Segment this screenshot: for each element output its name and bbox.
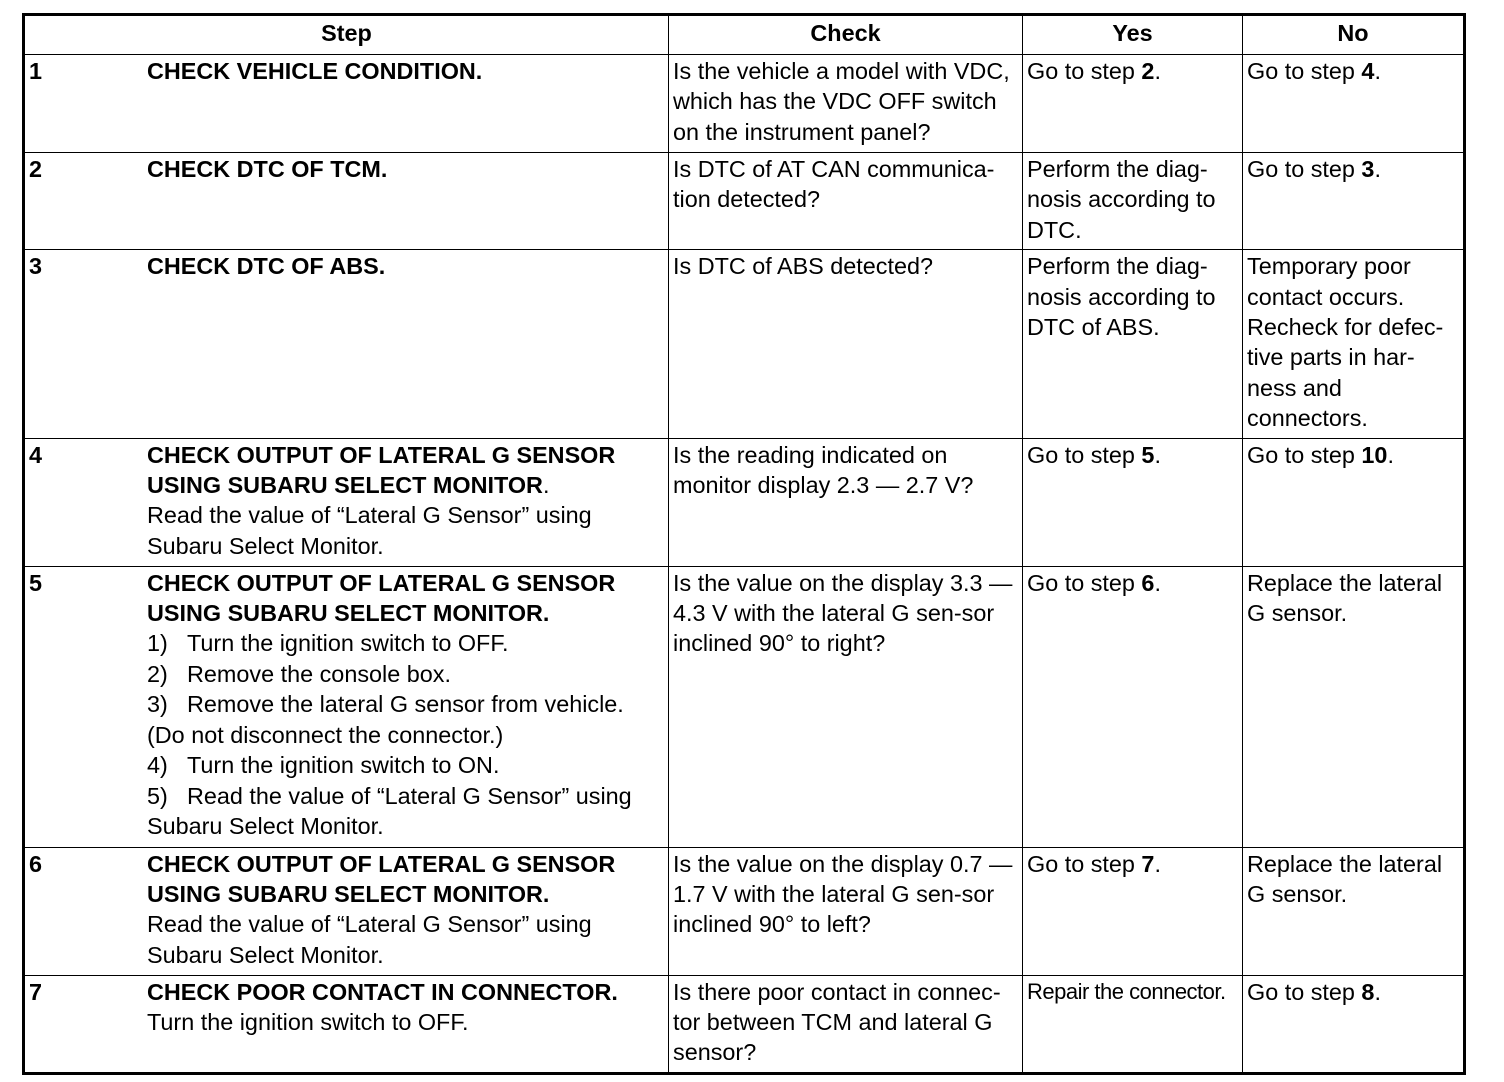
yes-step-link[interactable]: 6: [1141, 569, 1155, 596]
no-tail: .: [1374, 156, 1381, 182]
procedure-note: (Do not disconnect the connector.): [147, 721, 504, 748]
no-tail: .: [1387, 441, 1394, 468]
header-step: Step: [24, 15, 669, 55]
yes-text: Perform the diag-nosis according to DTC.: [1027, 156, 1216, 243]
no-cell: [1243, 566, 1465, 847]
step-cell: [24, 153, 669, 250]
no-text: Replace the lateral G sensor.: [1247, 850, 1443, 908]
no-cell: [1243, 975, 1465, 1073]
procedure-item-number: 1): [147, 630, 168, 657]
yes-text: Go to step: [1027, 850, 1142, 877]
procedure-item-number: 4): [147, 752, 168, 779]
procedure-item-number: 5): [147, 782, 168, 809]
procedure-item: [147, 750, 664, 780]
step-number: 3: [29, 253, 43, 280]
procedure-item-text: Remove the lateral G sensor from vehicle.: [187, 691, 624, 718]
no-cell: [1243, 153, 1465, 250]
step-title-tail: .: [542, 472, 550, 499]
no-text: Replace the lateral G sensor.: [1247, 569, 1443, 627]
step-cell: [24, 975, 669, 1073]
check-cell: Is the reading indicated on monitor display 2.3 — 2.7 V?: [669, 438, 1023, 566]
procedure-tail-line: Subaru Select Monitor.: [147, 812, 384, 839]
table-row: [24, 847, 1465, 975]
header-no: No: [1243, 15, 1465, 55]
step-number: 7: [29, 978, 43, 1005]
no-cell: [1243, 55, 1465, 153]
step-title: CHECK OUTPUT OF LATERAL G SENSOR USING SUBARU SELECT MONITOR: [147, 441, 616, 499]
no-tail: .: [1374, 978, 1381, 1005]
procedure-item-text: Remove the console box.: [187, 660, 451, 687]
step-instruction: Read the value of “Lateral G Sensor” using Subaru Select Monitor.: [147, 502, 592, 559]
yes-cell: [1023, 847, 1243, 975]
table-row: [24, 566, 1465, 847]
yes-cell: [1023, 566, 1243, 847]
table-row: [24, 250, 1465, 438]
no-text: Go to step: [1247, 978, 1362, 1005]
step-number: 6: [29, 850, 43, 877]
no-text: Go to step: [1247, 58, 1362, 84]
yes-tail: .: [1154, 58, 1161, 84]
step-title: CHECK DTC OF TCM.: [147, 156, 388, 182]
procedure-item: [147, 628, 664, 658]
step-number: 5: [29, 569, 43, 596]
yes-cell: [1023, 438, 1243, 566]
check-cell: Is the value on the display 3.3 — 4.3 V with the lateral G sen-sor inclined 90° to right?: [669, 566, 1023, 847]
procedure-item: [147, 781, 664, 811]
yes-cell: [1023, 250, 1243, 438]
yes-text: Go to step: [1027, 58, 1142, 84]
diagnostic-table: [22, 13, 1466, 1075]
yes-step-link[interactable]: 5: [1141, 441, 1155, 468]
check-cell: Is the vehicle a model with VDC, which has the VDC OFF switch on the instrument panel?: [669, 55, 1023, 153]
no-step-link[interactable]: 3: [1361, 156, 1375, 182]
step-instruction: Turn the ignition switch to OFF.: [147, 1009, 469, 1036]
table-row: [24, 55, 1465, 153]
yes-text: Repair the connector.: [1027, 978, 1226, 1004]
check-cell: Is DTC of AT CAN communica-tion detected?: [669, 153, 1023, 250]
step-cell: [24, 250, 669, 438]
table-row: [24, 438, 1465, 566]
header-check: Check: [669, 15, 1023, 55]
yes-tail: .: [1154, 569, 1161, 596]
step-cell: [24, 438, 669, 566]
step-instruction: Read the value of “Lateral G Sensor” using Subaru Select Monitor.: [147, 911, 592, 968]
no-cell: [1243, 250, 1465, 438]
step-number: 1: [29, 58, 43, 84]
step-title: CHECK OUTPUT OF LATERAL G SENSOR USING SUBARU SELECT MONITOR.: [147, 569, 616, 627]
step-title: CHECK VEHICLE CONDITION.: [147, 58, 483, 84]
yes-tail: .: [1154, 850, 1161, 877]
header-yes: Yes: [1023, 15, 1243, 55]
yes-step-link[interactable]: 2: [1141, 58, 1155, 84]
yes-text: Go to step: [1027, 441, 1142, 468]
step-title: CHECK DTC OF ABS.: [147, 253, 386, 280]
procedure-item-text: Turn the ignition switch to OFF.: [187, 630, 509, 657]
step-number: 2: [29, 156, 43, 182]
table-row: [24, 975, 1465, 1073]
yes-step-link[interactable]: 7: [1141, 850, 1155, 877]
step-cell: [24, 55, 669, 153]
procedure-item-text: Turn the ignition switch to ON.: [187, 752, 500, 779]
no-cell: [1243, 847, 1465, 975]
no-text: Temporary poor contact occurs. Recheck for defec-tive parts in har-ness and connectors.: [1247, 253, 1444, 432]
check-cell: Is DTC of ABS detected?: [669, 250, 1023, 438]
step-number: 4: [29, 441, 43, 468]
procedure-item-text: Read the value of “Lateral G Sensor” using: [187, 782, 632, 809]
no-cell: [1243, 438, 1465, 566]
no-text: Go to step: [1247, 441, 1362, 468]
no-step-link[interactable]: 8: [1361, 978, 1375, 1005]
procedure-item: [147, 659, 664, 689]
table-header-row: [24, 15, 1465, 55]
yes-cell: [1023, 975, 1243, 1073]
step-cell: [24, 566, 669, 847]
procedure-item-number: 2): [147, 660, 168, 687]
step-title: CHECK OUTPUT OF LATERAL G SENSOR USING SUBARU SELECT MONITOR.: [147, 850, 616, 908]
procedure-item-number: 3): [147, 691, 168, 718]
yes-text: Go to step: [1027, 569, 1142, 596]
yes-tail: .: [1154, 441, 1161, 468]
no-step-link[interactable]: 4: [1361, 58, 1375, 84]
no-text: Go to step: [1247, 156, 1362, 182]
table-row: [24, 153, 1465, 250]
yes-cell: [1023, 153, 1243, 250]
check-cell: Is there poor contact in connec-tor between TCM and lateral G sensor?: [669, 975, 1023, 1073]
check-cell: Is the value on the display 0.7 — 1.7 V with the lateral G sen-sor inclined 90° to left?: [669, 847, 1023, 975]
yes-text: Perform the diag-nosis according to DTC of ABS.: [1027, 253, 1216, 341]
yes-cell: [1023, 55, 1243, 153]
procedure-item: [147, 689, 664, 719]
no-tail: .: [1374, 58, 1381, 84]
step-title: CHECK POOR CONTACT IN CONNECTOR.: [147, 978, 618, 1005]
step-cell: [24, 847, 669, 975]
no-step-link[interactable]: 10: [1361, 441, 1388, 468]
